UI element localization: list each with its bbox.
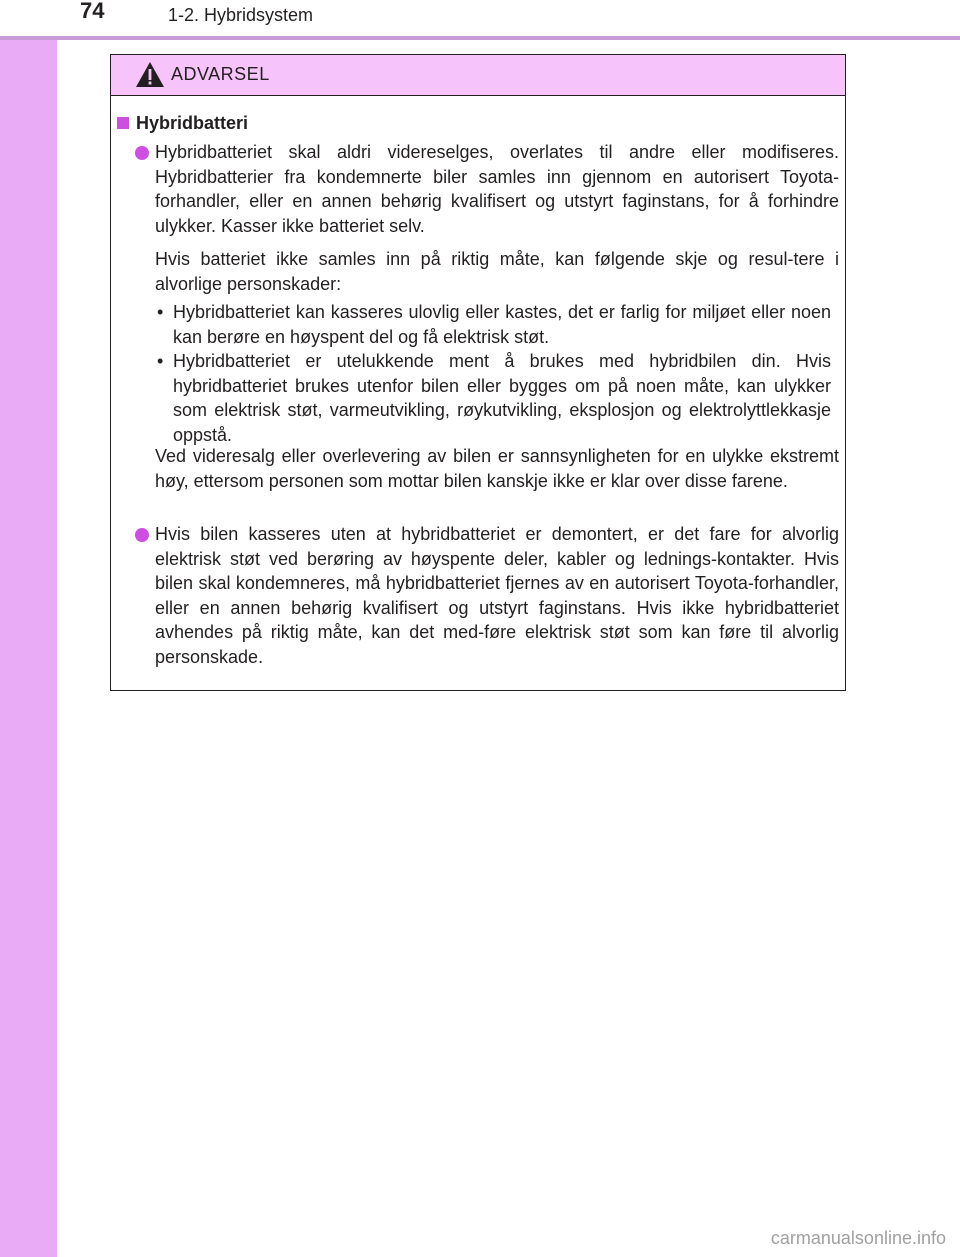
- subheading: [117, 113, 248, 134]
- circle-bullet-icon: [135, 528, 149, 542]
- page-header: [0, 0, 960, 36]
- page-number: 74: [80, 0, 105, 23]
- item1-para1: Hybridbatteriet skal aldri videreselges, overlates til andre eller modifiseres. Hybridbatterier fra kondemnerte biler samles inn gjennom en autorisert Toyota-forhandler, eller en annen behørig kvalifisert og utstyrt faginstans, for å forhindre ulykker. Kasser ikke batteriet selv.: [155, 142, 839, 236]
- header-rule: [0, 36, 960, 40]
- watermark: carmanualsonline.info: [770, 1228, 946, 1248]
- subheading-text: Hybridbatteri: [136, 113, 249, 133]
- warning-box: [110, 54, 846, 691]
- item1-para3: Ved videresalg eller overlevering av bilen er sannsynligheten for en ulykke ekstremt høy, ettersom personen som mottar bilen kanskje ikke er klar over disse farene.: [155, 446, 839, 491]
- warning-header: [111, 55, 845, 96]
- warning-title: ADVARSEL: [171, 64, 270, 84]
- square-bullet-icon: [117, 117, 129, 129]
- warning-triangle-icon: [135, 61, 165, 88]
- circle-bullet-icon: [135, 146, 149, 160]
- list-item: • Hybridbatteriet er utelukkende ment å brukes med hybridbilen din. Hvis hybridbatteriet brukes utenfor bilen eller bygges om på noen måte, kan ulykker som elektrisk støt, varmeutvikling, røykutvikling, eksplosjon og elektrolyttlekkasje oppstå.: [155, 349, 831, 447]
- item1-bullet-list: [155, 300, 831, 447]
- list-item: • Hybridbatteriet kan kasseres ulovlig eller kastes, det er farlig for miljøet eller noen kan berøre en høyspent del og få elektrisk støt.: [155, 300, 831, 349]
- item1-para2: Hvis batteriet ikke samles inn på riktig måte, kan følgende skje og resul-tere i alvorlige personskader:: [155, 249, 839, 294]
- item2-para1: Hvis bilen kasseres uten at hybridbatteriet er demontert, er det fare for alvorlig elektrisk støt ved berøring av høyspente deler, kabler og lednings-kontakter. Hvis bilen skal kondemneres, må hybridbatteriet fjernes av en autorisert Toyota-forhandler, eller en annen behørig kvalifisert og utstyrt faginstans. Hvis ikke hybridbatteriet avhendes på riktig måte, kan det med-føre elektrisk støt som kan føre til alvorlig personskade.: [155, 524, 839, 667]
- section-title: 1-2. Hybridsystem: [168, 5, 314, 25]
- side-color-band: [0, 0, 57, 1257]
